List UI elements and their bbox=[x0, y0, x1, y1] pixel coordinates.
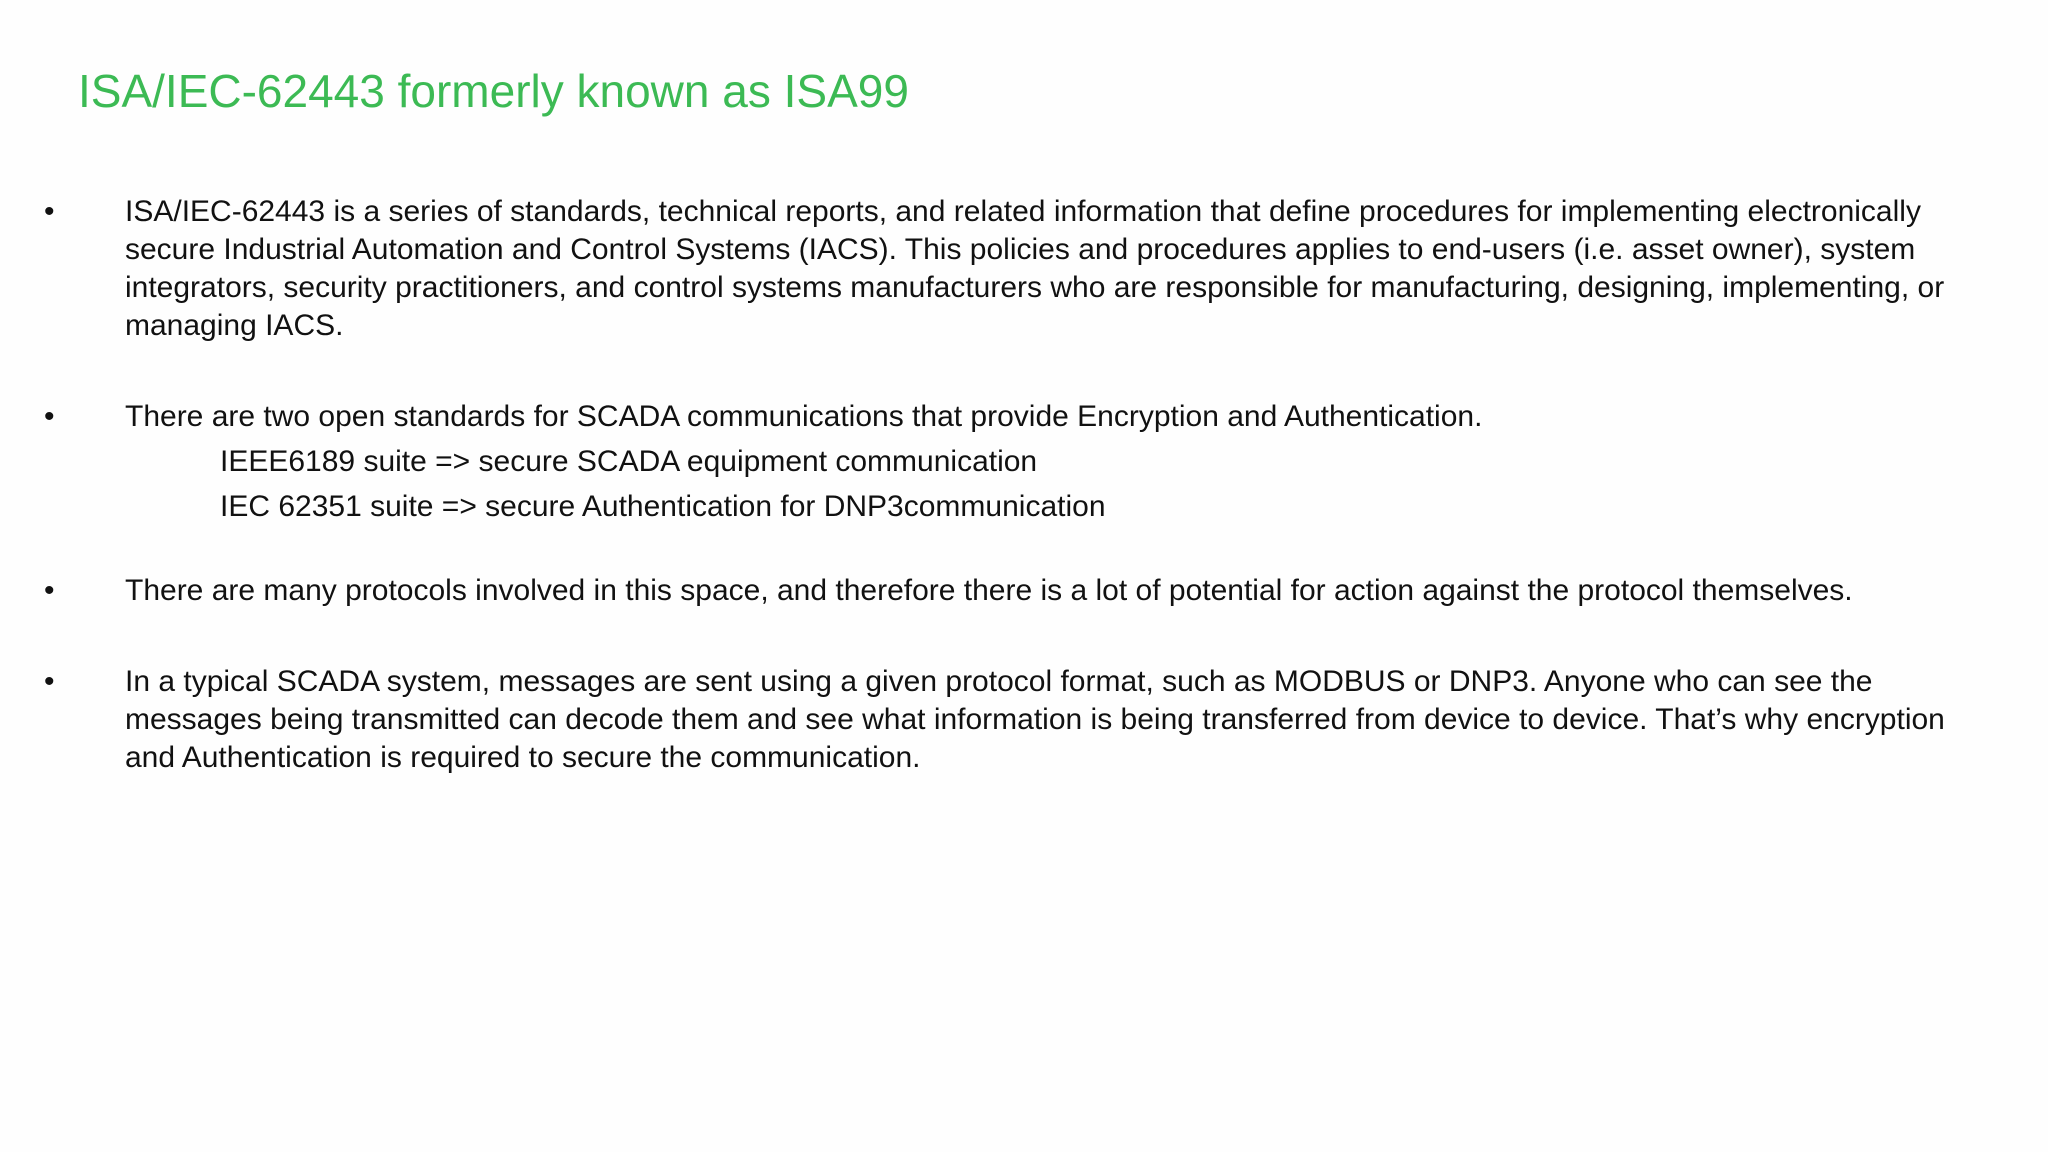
sub-item-iec62351: IEC 62351 suite => secure Authentication for DNP3communication bbox=[220, 490, 1106, 523]
bullet-list bbox=[0, 193, 2048, 777]
bullet-item-typical-scada bbox=[0, 663, 2048, 777]
bullet-text: There are two open standards for SCADA communications that provide Encryption and Authentication. bbox=[125, 400, 1483, 433]
bullet-text: In a typical SCADA system, messages are sent using a given protocol format, such as MODBUS or DNP3. Anyone who can see the messages being transmitted can decode them and see what information is being transferred from device to device. That’s why encryption and Authentication is required to secure the communication. bbox=[125, 665, 1945, 774]
slide-title: ISA/IEC-62443 formerly known as ISA99 bbox=[78, 65, 909, 117]
bullet-item-open-standards bbox=[0, 398, 2048, 526]
bullet-dot-icon: • bbox=[44, 574, 55, 607]
sub-item-list bbox=[220, 443, 2048, 526]
bullet-item-iec62443 bbox=[0, 193, 2048, 345]
bullet-dot-icon: • bbox=[44, 400, 55, 433]
bullet-dot-icon: • bbox=[44, 665, 55, 698]
sub-item-ieee6189: IEEE6189 suite => secure SCADA equipment communication bbox=[220, 445, 1038, 478]
bullet-dot-icon: • bbox=[44, 195, 55, 228]
bullet-text: ISA/IEC-62443 is a series of standards, technical reports, and related information that define procedures for implementing electronically secure Industrial Automation and Control Systems (IACS). This policies and procedures applies to end-users (i.e. asset owner), system integrators, security practitioners, and control systems manufacturers who are responsible for manufacturing, designing, implementing, or managing IACS. bbox=[125, 195, 1945, 342]
bullet-text: There are many protocols involved in this space, and therefore there is a lot of potential for action against the protocol themselves. bbox=[125, 574, 1853, 607]
bullet-item-protocols bbox=[0, 572, 2048, 610]
